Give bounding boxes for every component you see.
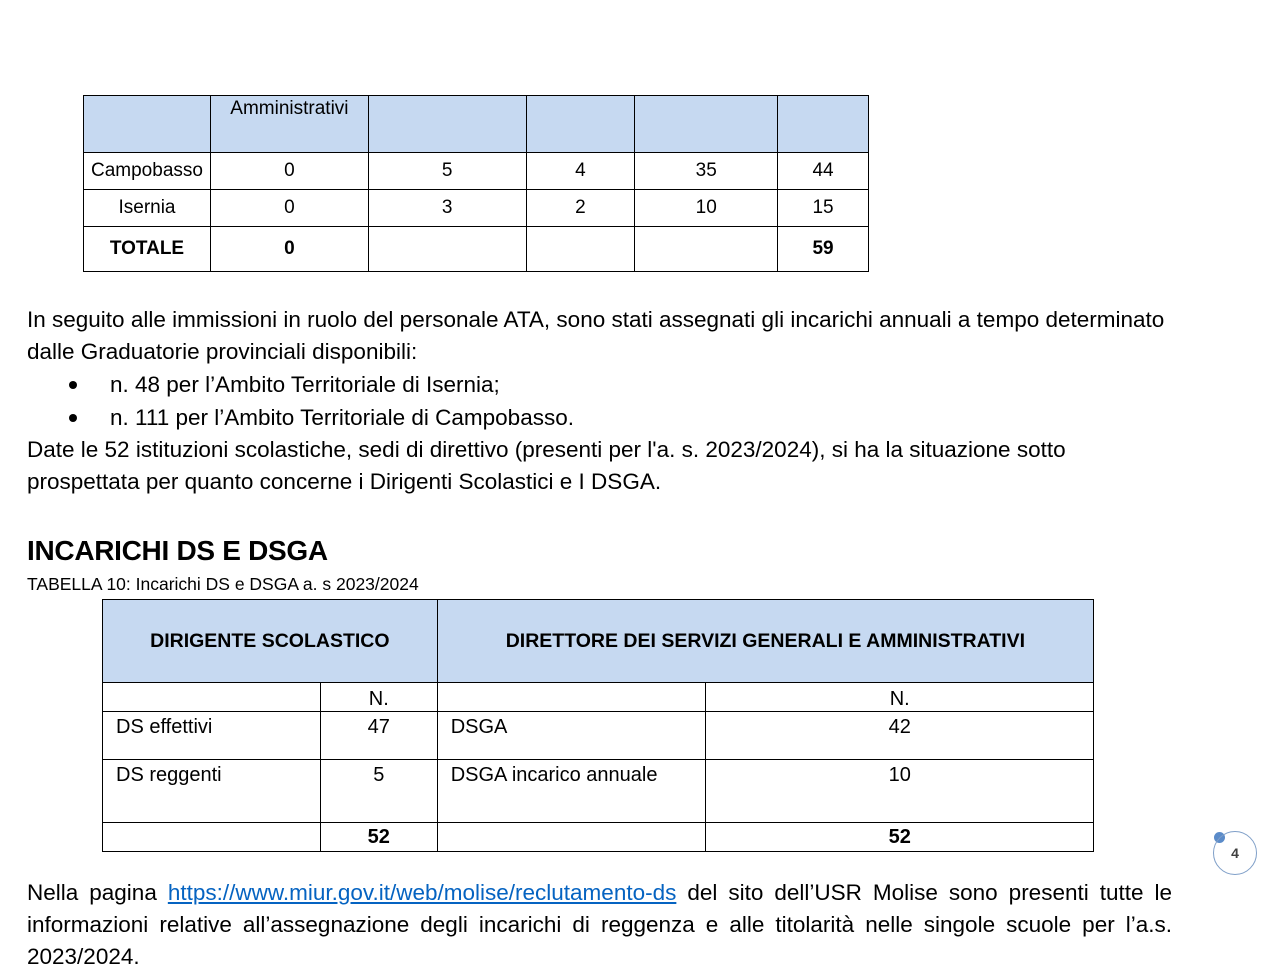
table-cell xyxy=(368,227,526,272)
header-cell xyxy=(635,96,778,153)
header-cell xyxy=(84,96,211,153)
table-cell: 2 xyxy=(526,190,635,227)
table-cell: 5 xyxy=(320,760,437,823)
total-row xyxy=(103,823,1094,852)
table-caption: TABELLA 10: Incarichi DS e DSGA a. s 2023/2024 xyxy=(27,574,419,594)
header-cell: Amministrativi xyxy=(210,96,368,153)
table-cell: 0 xyxy=(210,153,368,190)
list-item-text: n. 48 per l’Ambito Territoriale di Isernia; xyxy=(110,372,500,397)
total-dsga: 52 xyxy=(706,823,1094,852)
row-label: DSGA incarico annuale xyxy=(437,760,706,823)
table-row xyxy=(103,760,1094,823)
subheader-cell: N. xyxy=(706,683,1094,712)
paragraph-text: del sito dell’USR Molise sono presenti tutte le informazioni relative all’assegnazione degli incarichi di reggenza e alle titolarità nelle singole scuole per l’a.s. 2023/2024. xyxy=(27,880,1172,969)
table-cell: 10 xyxy=(635,190,778,227)
table-cell: 5 xyxy=(368,153,526,190)
list-item xyxy=(27,368,574,401)
table-cell: 3 xyxy=(368,190,526,227)
row-label: TOTALE xyxy=(84,227,211,272)
bullet-list xyxy=(27,368,574,434)
table-cell: 44 xyxy=(778,153,869,190)
table-cell xyxy=(526,227,635,272)
table-row xyxy=(103,712,1094,760)
row-label: DSGA xyxy=(437,712,706,760)
row-label: Campobasso xyxy=(84,153,211,190)
row-label: Isernia xyxy=(84,190,211,227)
row-label: DS effettivi xyxy=(103,712,321,760)
table-cell: 15 xyxy=(778,190,869,227)
subheader-row xyxy=(103,683,1094,712)
table-cell: 0 xyxy=(210,190,368,227)
miur-link[interactable]: https://www.miur.gov.it/web/molise/reclutamento-ds xyxy=(167,880,677,905)
row-label: DS reggenti xyxy=(103,760,321,823)
table-cell: 47 xyxy=(320,712,437,760)
paragraph-link xyxy=(27,877,1172,973)
table-cell: 10 xyxy=(706,760,1094,823)
table-header-row xyxy=(84,96,869,153)
paragraph-incarichi-annuali: In seguito alle immissioni in ruolo del personale ATA, sono stati assegnati gli incarichi annuali a tempo determinato dalle Graduatorie provinciali disponibili: xyxy=(27,307,1165,364)
header-cell xyxy=(368,96,526,153)
table-cell: 0 xyxy=(210,227,368,272)
section-title: INCARICHI DS E DSGA xyxy=(27,535,328,566)
subheader-cell: N. xyxy=(320,683,437,712)
list-item-text: n. 111 per l’Ambito Territoriale di Campobasso. xyxy=(110,405,574,430)
total-row xyxy=(84,227,869,272)
page-number-badge: 4 xyxy=(1213,831,1257,875)
table-row xyxy=(84,153,869,190)
subheader-cell xyxy=(103,683,321,712)
ds-dsga-table xyxy=(102,599,1094,852)
paragraph-text: Nella pagina xyxy=(27,880,168,905)
total-ds: 52 xyxy=(320,823,437,852)
table-cell: 4 xyxy=(526,153,635,190)
table-cell xyxy=(103,823,321,852)
table-cell xyxy=(437,823,706,852)
bullet-icon xyxy=(69,381,77,389)
table-header-row xyxy=(103,600,1094,683)
ata-summary-table xyxy=(83,95,869,272)
table-row xyxy=(84,190,869,227)
header-dirigente: DIRIGENTE SCOLASTICO xyxy=(103,600,438,683)
header-cell xyxy=(526,96,635,153)
table-cell: 59 xyxy=(778,227,869,272)
list-item xyxy=(27,401,574,434)
bullet-icon xyxy=(69,414,77,422)
table-cell xyxy=(635,227,778,272)
table-cell: 42 xyxy=(706,712,1094,760)
header-cell xyxy=(778,96,869,153)
subheader-cell xyxy=(437,683,706,712)
header-dsga: DIRETTORE DEI SERVIZI GENERALI E AMMINISTRATIVI xyxy=(437,600,1093,683)
table-cell: 35 xyxy=(635,153,778,190)
paragraph-istituzioni: Date le 52 istituzioni scolastiche, sedi di direttivo (presenti per l'a. s. 2023/2024), si ha la situazione sotto prospettata per quanto concerne i Dirigenti Scolastici e I DSGA. xyxy=(27,437,1066,494)
